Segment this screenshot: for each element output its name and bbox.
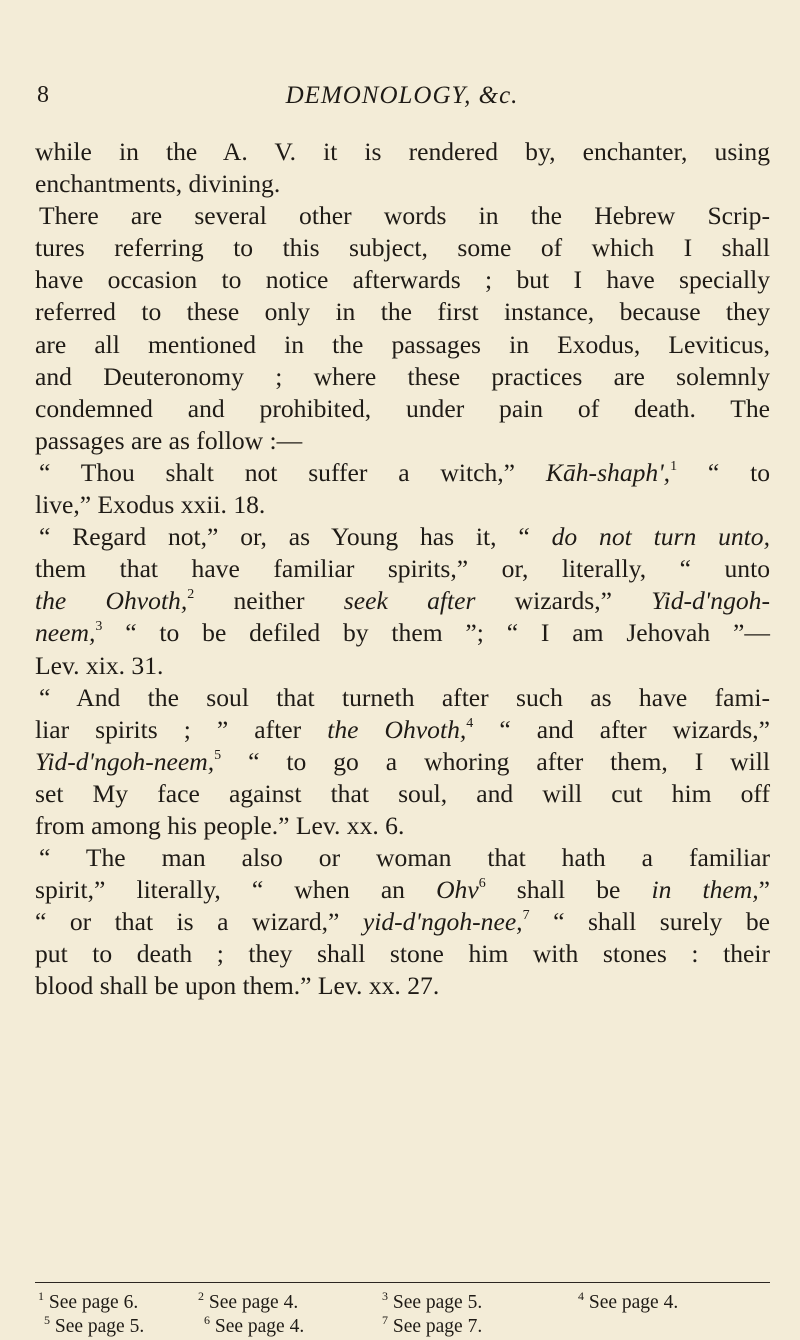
footnote <box>382 1315 482 1339</box>
footnote-divider <box>35 1282 770 1283</box>
quote-text: “ or that is a wizard,” <box>35 907 363 937</box>
text-line <box>35 457 770 489</box>
quote-text: “ shall surely be <box>529 907 770 937</box>
footnote-ref: 3 <box>95 619 103 635</box>
quote-text: shall be <box>485 875 652 905</box>
footnote-text: See page 4. <box>584 1292 679 1313</box>
quote-text: “ to be defiled by them ”; “ I am Jehovah ”— <box>102 618 770 648</box>
footnote-ref: 6 <box>478 876 486 892</box>
hebrew-term: yid-d'ngoh-nee, <box>362 907 523 937</box>
footnote-ref: 4 <box>466 715 474 731</box>
page-header <box>37 82 767 122</box>
quote-text: liar spirits ; ” after <box>35 714 328 744</box>
footnote-row <box>38 1291 768 1315</box>
text-line: while in the A. V. it is rendered by, enchanter, using <box>35 137 770 166</box>
text-line: live,” Exodus xxii. 18. <box>35 490 266 520</box>
hebrew-term: the Ohvoth, <box>35 586 188 616</box>
quote-text: neither <box>194 586 344 616</box>
hebrew-term: Yid-d'ngoh-neem, <box>35 746 215 776</box>
footnote <box>44 1315 204 1339</box>
text-line: and Deuteronomy ; where these practices are solemnly <box>35 361 770 391</box>
text-line <box>35 714 770 746</box>
footnote-number: 2 <box>198 1289 204 1303</box>
text-line: blood shall be upon them.” Lev. xx. 27. <box>35 971 440 1001</box>
text-line: condemned and prohibited, under pain of death. The <box>35 393 770 423</box>
footnotes <box>38 1291 768 1339</box>
text-line: them that have familiar spirits,” or, literally, “ unto <box>35 554 770 584</box>
text-line: are all mentioned in the passages in Exodus, Leviticus, <box>35 329 770 359</box>
footnote <box>578 1291 678 1315</box>
running-title: DEMONOLOGY, &c. <box>285 82 519 109</box>
text-line: from among his people.” Lev. xx. 6. <box>35 810 405 840</box>
text-line: enchantments, divining. <box>35 169 281 199</box>
hebrew-term: the Ohvoth, <box>327 714 467 744</box>
footnote-number: 4 <box>578 1289 584 1303</box>
text-line <box>35 521 770 553</box>
quote-text: “ and after wizards,” <box>473 714 770 744</box>
page-number: 8 <box>37 82 49 108</box>
footnote <box>382 1291 578 1315</box>
footnote-number: 6 <box>204 1313 210 1327</box>
footnote-ref: 1 <box>670 458 678 474</box>
footnote-text: See page 4. <box>204 1292 299 1313</box>
quote-text: “ Regard not,” or, as Young has it, “ <box>39 522 552 552</box>
quote-text: ” <box>758 875 770 905</box>
footnote-ref: 5 <box>214 747 222 763</box>
hebrew-term: Kāh-shaph', <box>545 457 671 487</box>
footnote-text: See page 5. <box>388 1292 483 1313</box>
hebrew-term: Yid-d'ngoh- <box>651 586 770 616</box>
text-line <box>35 906 770 938</box>
quote-text: “ to <box>677 457 770 487</box>
quote-text: spirit,” literally, “ when an <box>35 875 437 905</box>
text-line: referred to these only in the first instance, because they <box>35 297 770 327</box>
hebrew-term: Ohv <box>436 875 479 905</box>
quote-text: “ to go a whoring after them, I will <box>221 746 770 776</box>
text-line: have occasion to notice afterwards ; but I have specially <box>35 265 770 295</box>
text-line <box>35 874 770 906</box>
footnote <box>38 1291 198 1315</box>
text-line <box>35 585 770 617</box>
text-line: “ The man also or woman that hath a familiar <box>39 843 770 873</box>
footnote-text: See page 7. <box>388 1316 483 1337</box>
hebrew-term: neem, <box>35 618 96 648</box>
text-line <box>35 746 770 778</box>
footnote-ref: 2 <box>187 587 195 603</box>
footnote-row <box>38 1315 768 1339</box>
text-line: “ And the soul that turneth after such as have fami- <box>39 682 770 712</box>
quote-text: wizards,” <box>475 586 652 616</box>
text-line: passages are as follow :— <box>35 425 303 455</box>
footnote-text: See page 5. <box>50 1316 145 1337</box>
footnote-number: 7 <box>382 1313 388 1327</box>
text-line: put to death ; they shall stone him with stones : their <box>35 939 770 969</box>
text-line: There are several other words in the Hebrew Scrip- <box>39 201 770 231</box>
footnote <box>204 1315 382 1339</box>
body-text <box>35 136 770 1003</box>
text-line: tures referring to this subject, some of which I shall <box>35 233 770 263</box>
italic-text: do not turn unto, <box>551 522 770 552</box>
footnote-text: See page 4. <box>210 1316 305 1337</box>
footnote-number: 1 <box>38 1289 44 1303</box>
footnote-ref: 7 <box>522 908 530 924</box>
text-line: Lev. xix. 31. <box>35 650 164 680</box>
footnote-text: See page 6. <box>44 1292 139 1313</box>
text-line: set My face against that soul, and will cut him off <box>35 778 770 808</box>
text-line <box>35 617 770 649</box>
italic-text: in them, <box>651 875 759 905</box>
footnote-number: 3 <box>382 1289 388 1303</box>
italic-text: seek after <box>343 586 476 616</box>
footnote <box>198 1291 382 1315</box>
footnote-number: 5 <box>44 1313 50 1327</box>
quote-text: “ Thou shalt not suffer a witch,” <box>39 457 546 487</box>
